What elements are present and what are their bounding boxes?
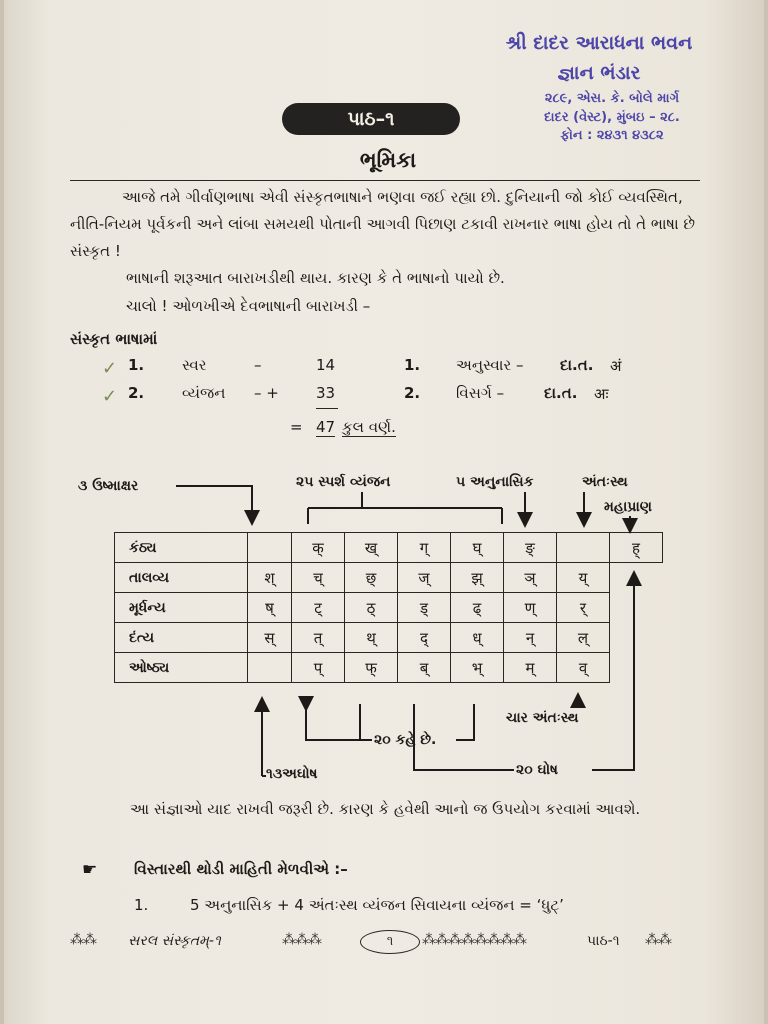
point-number: 1. — [134, 896, 149, 914]
kahe-bracket-left — [306, 704, 372, 740]
table-cell: थ् — [345, 623, 398, 653]
vowel-number: 1. — [128, 356, 145, 374]
char-antastha-label: ચાર અંતઃસ્થ — [506, 710, 579, 726]
table-cell: न् — [504, 623, 557, 653]
total-value: 47 — [316, 418, 336, 436]
consonant-number: 2. — [128, 384, 145, 402]
point-text: 5 અનુનાસિક + 4 અંતઃસ્થ વ્યંજન સિવાયના વ્યંજન = ‘ધુટ્’ — [190, 896, 564, 914]
visarga-char: अः — [594, 385, 609, 403]
library-stamp-phone: ફોન : ૨૪૩૧ ૪૩૮૨ — [560, 128, 664, 143]
total-equals: = — [290, 418, 303, 436]
ornament-icon: ⁂⁂⁂⁂⁂⁂⁂⁂ — [422, 932, 526, 948]
consonant-name: વ્યંજન — [182, 384, 226, 402]
table-cell: ल् — [557, 623, 610, 653]
table-cell: च् — [292, 563, 345, 593]
lesson-footer: પાઠ-૧ — [587, 933, 620, 949]
table-cell: ष् — [248, 593, 292, 623]
section-title: સંસ્કૃત ભાષામાં — [70, 330, 158, 348]
ushmakshar-arrow — [176, 486, 252, 518]
table-cell: म् — [504, 653, 557, 683]
table-cell: छ् — [345, 563, 398, 593]
anunasik-label: ૫ અનુનાસિક — [456, 474, 534, 490]
visarga-eg: દા.ત. — [544, 384, 578, 402]
row-label: દંત્ય — [115, 623, 248, 653]
antastha-label: અંતઃસ્થ — [582, 474, 628, 490]
row-label: કંઠ્ય — [115, 533, 248, 563]
kahe-chhe-label: ૨૦ કહે છે. — [374, 732, 437, 748]
lesson-badge: પાઠ–૧ — [282, 103, 460, 135]
mahapran-label: મહાપ્રાણ — [604, 499, 652, 515]
table-cell: ट् — [292, 593, 345, 623]
ushmakshar-label: ૩ ઉષ્માક્ષર — [78, 478, 139, 494]
table-cell: र् — [557, 593, 610, 623]
table-cell: घ् — [451, 533, 504, 563]
ornament-icon: ⁂⁂ — [645, 932, 671, 948]
vowel-operator: – — [254, 356, 262, 374]
intro-paragraph-2: ભાષાની શરૂઆત બારાખડીથી થાય. કારણ કે તે ભાષાનો પાયો છે. — [126, 269, 505, 287]
table-cell: व् — [557, 653, 610, 683]
library-stamp-address: ૨૮૯, એસ. કે. બોલે માર્ગ — [544, 91, 680, 106]
consonant-operator: – + — [254, 384, 279, 402]
ornament-icon: ⁂⁂ — [70, 932, 96, 948]
row-label: મૂર્ધન્ય — [115, 593, 248, 623]
anusvar-name: અનુસ્વાર – — [456, 356, 524, 374]
row-label: તાલવ્ય — [115, 563, 248, 593]
table-cell: ठ् — [345, 593, 398, 623]
anusvar-char: अं — [610, 357, 622, 375]
table-cell: झ् — [451, 563, 504, 593]
page-heading: ભૂમિકા — [359, 148, 417, 172]
table-cell: ध् — [451, 623, 504, 653]
consonant-count: 33 — [316, 384, 336, 402]
ornament-icon: ⁂⁂⁂ — [282, 932, 321, 948]
intro-paragraph-1: આજે તમે ગીર્વાણભાષા એવી સંસ્કૃતભાષાને ભણવા જઈ રહ્યા છો. દુનિયાની જો કોઈ વ્યવસ્થિત, નીતિ-નિયમ પૂર્વકની અને લાંબા સમયથી પોતાની આગવી પિછાણ ટકાવી રાખનાર ભાષા હોય તો તે ભાષા છે સંસ્કૃત ! — [70, 188, 695, 260]
intro-paragraph-3: ચાલો ! ઓળખીએ દેવભાષાની બારાખડી – — [126, 297, 371, 315]
ghosh-label: ૨૦ ઘોષ — [516, 762, 558, 778]
table-cell: प् — [292, 653, 345, 683]
table-cell: ञ् — [504, 563, 557, 593]
table-cell: ण् — [504, 593, 557, 623]
kahe-bracket-right — [456, 704, 474, 740]
table-cell: ङ् — [504, 533, 557, 563]
table-cell: ब् — [398, 653, 451, 683]
visarga-name: વિસર્ગ – — [456, 384, 505, 402]
anusvar-number: 1. — [404, 356, 421, 374]
aghosh-label: ૧૩અઘોષ — [266, 766, 318, 782]
table-cell: य् — [557, 563, 610, 593]
visarga-number: 2. — [404, 384, 421, 402]
table-cell: ढ् — [451, 593, 504, 623]
total-label: કુલ વર્ણ. — [342, 418, 396, 436]
table-cell: ख् — [345, 533, 398, 563]
table-cell: द् — [398, 623, 451, 653]
table-cell: स् — [248, 623, 292, 653]
table-cell: भ् — [451, 653, 504, 683]
table-cell: ह् — [610, 533, 663, 563]
pencil-check-mark: ✓ — [102, 386, 118, 407]
table-cell: फ् — [345, 653, 398, 683]
table-cell: त् — [292, 623, 345, 653]
page-footer — [70, 930, 700, 956]
vowel-count: 14 — [316, 356, 336, 374]
diagram-arrows — [4, 0, 764, 1024]
table-cell: क् — [292, 533, 345, 563]
page-number: ૧ — [360, 930, 420, 954]
library-stamp-city: દાદર (વેસ્ટ), મુંબઇ – ૨૮. — [544, 110, 680, 125]
library-stamp-subtitle: જ્ઞાન ભંડાર — [557, 62, 641, 84]
memorize-note: આ સંજ્ઞાઓ યાદ રાખવી જરૂરી છે. કારણ કે હવેથી આનો જ ઉપયોગ કરવામાં આવશે. — [130, 800, 641, 818]
table-cell: ग् — [398, 533, 451, 563]
library-stamp-name: શ્રી દાદર આરાધના ભવન — [505, 32, 693, 54]
subsection-title: વિસ્તારથી થોડી માહિતી મેળવીએ :– — [134, 860, 348, 878]
sparsh-label: ૨૫ સ્પર્શ વ્યંજન — [296, 474, 391, 490]
ghosh-bracket-right — [592, 578, 634, 770]
pointing-hand-icon: ☛ — [82, 860, 98, 880]
table-cell: ड् — [398, 593, 451, 623]
book-page — [4, 0, 764, 1024]
table-cell: ज् — [398, 563, 451, 593]
table-cell: श् — [248, 563, 292, 593]
row-label: ઓષ્ઠ્ય — [115, 653, 248, 683]
sparsh-bracket — [308, 492, 502, 524]
anusvar-eg: દા.ત. — [560, 356, 594, 374]
vowel-name: સ્વર — [182, 356, 207, 374]
book-title: સરલ સંસ્કૃતમ્-૧ — [128, 933, 221, 949]
pencil-check-mark: ✓ — [102, 358, 118, 379]
